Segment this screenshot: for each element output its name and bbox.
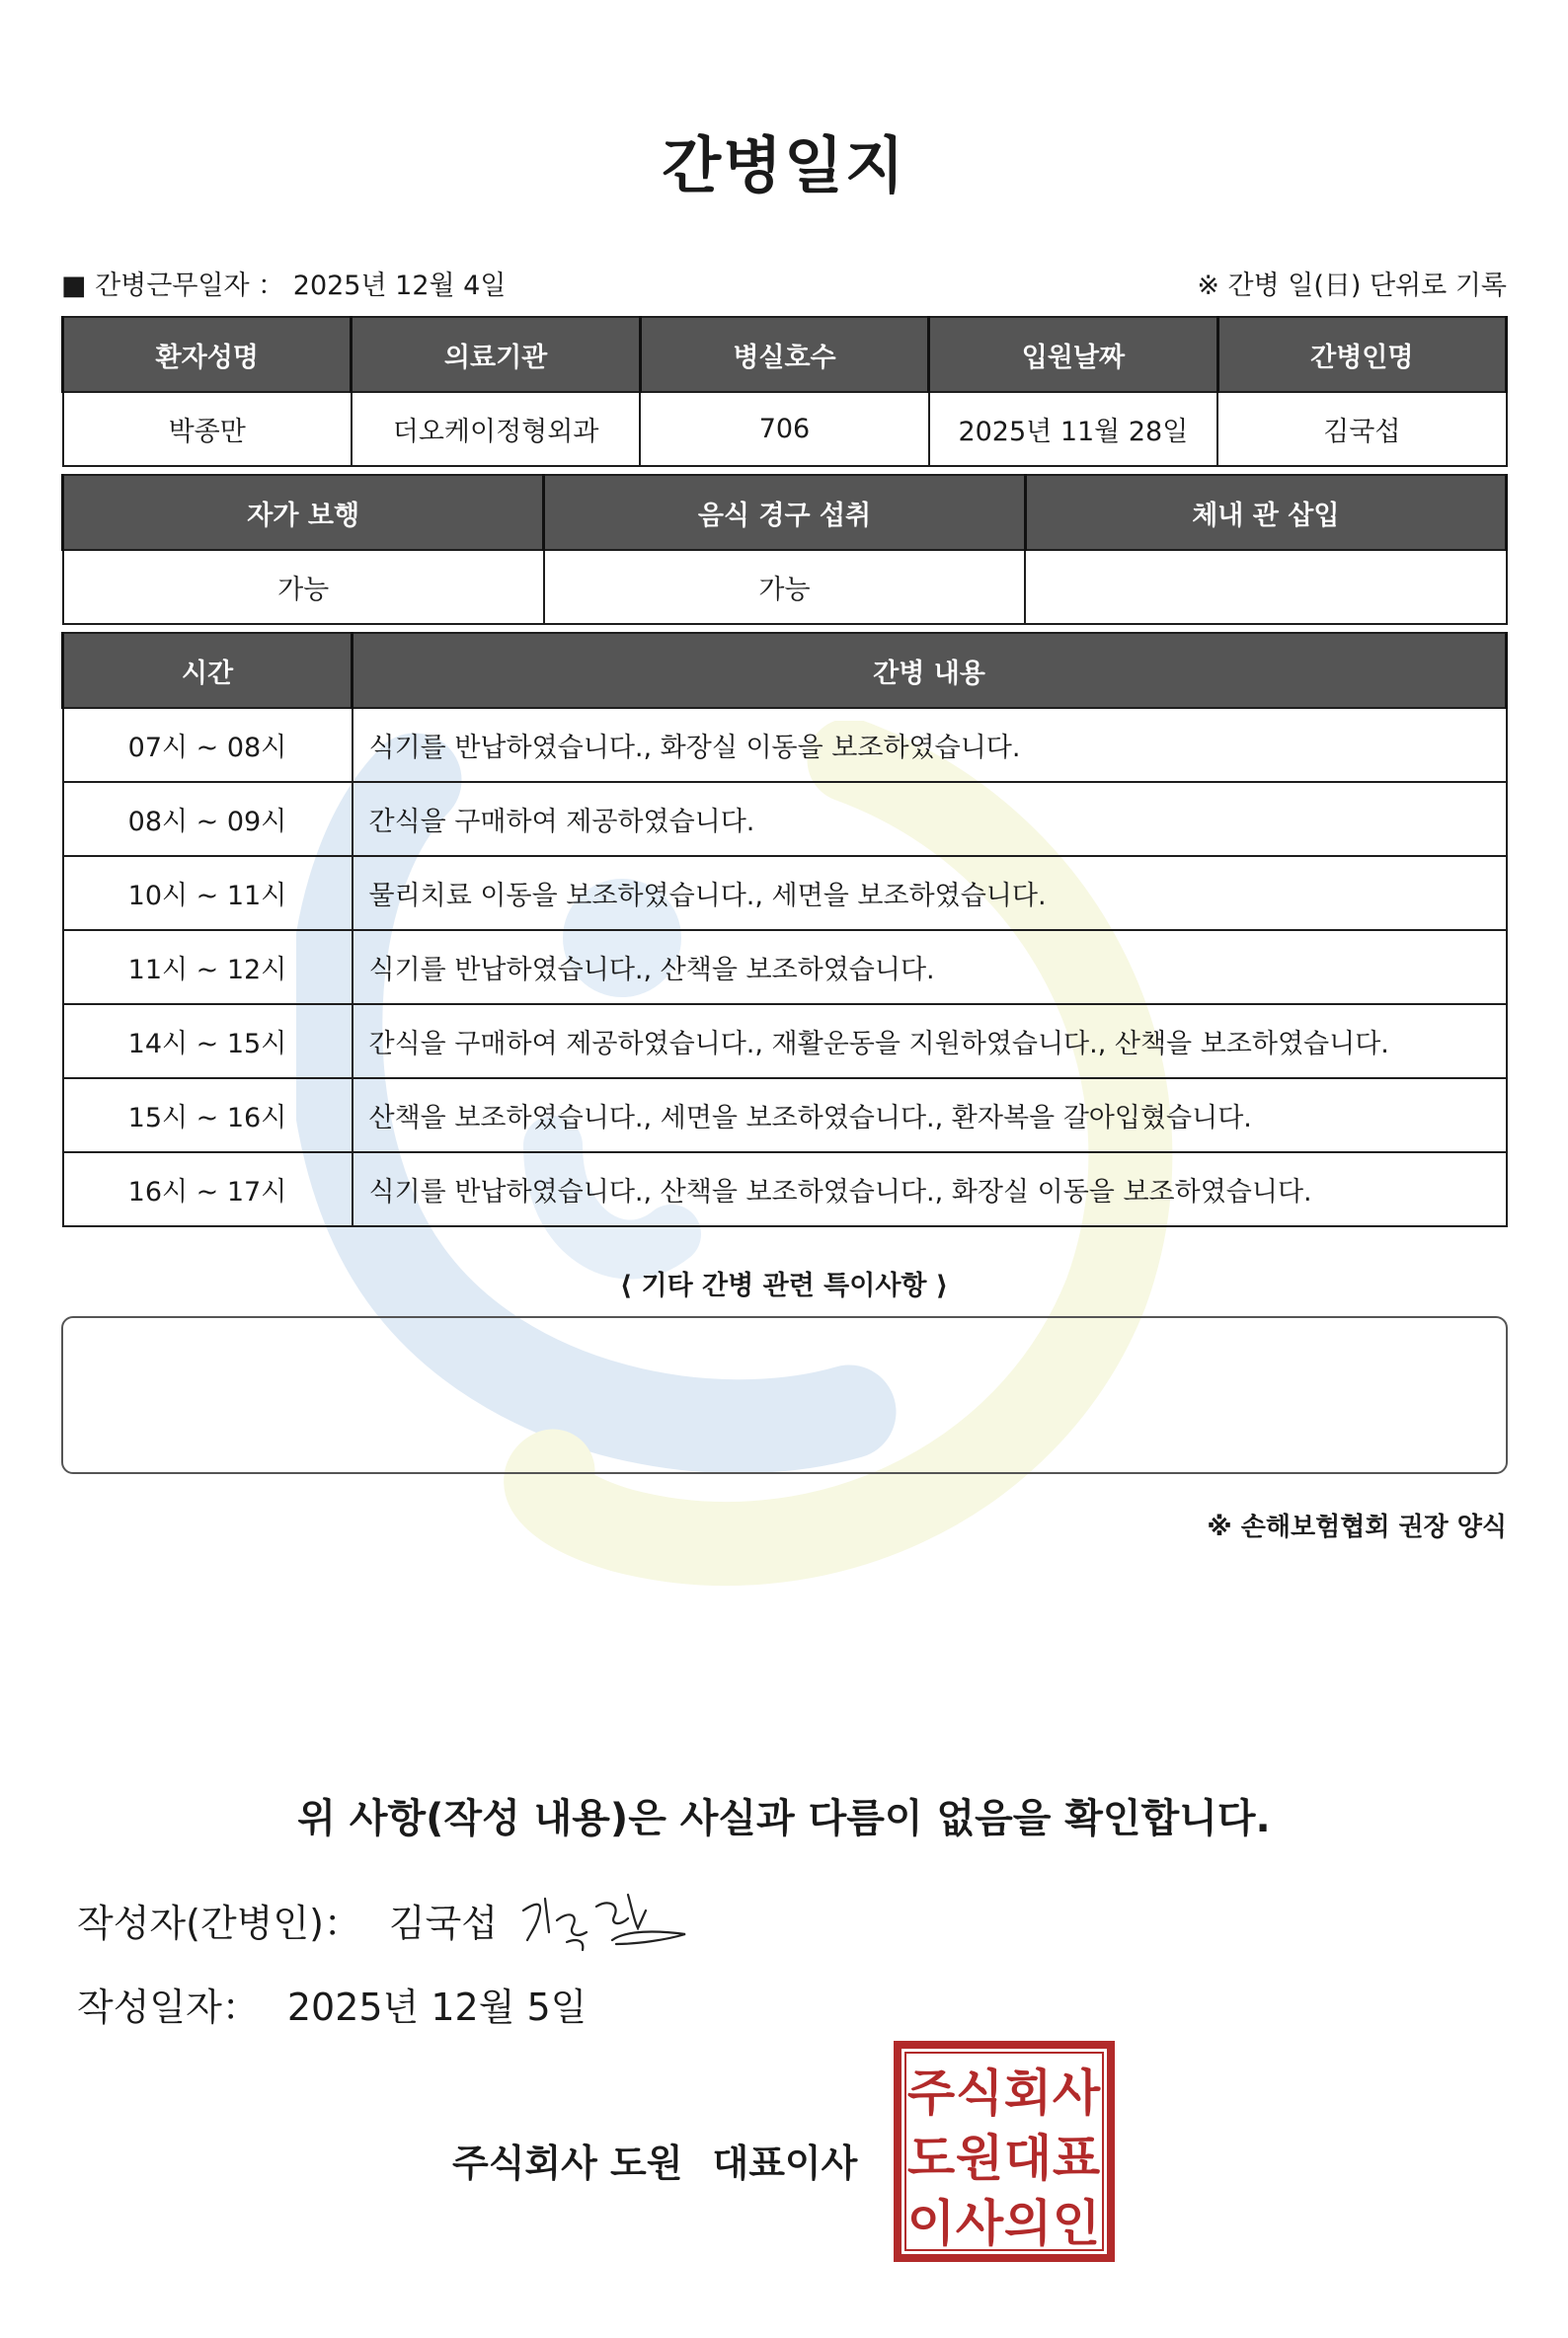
patient-name: 박종만: [63, 392, 352, 466]
log-content: 식기를 반납하였습니다., 화장실 이동을 보조하였습니다.: [353, 708, 1507, 782]
handwritten-signature: [517, 1881, 695, 1960]
header-tube-insertion: 체내 관 삽입: [1025, 475, 1506, 550]
log-time: 08시 ~ 09시: [63, 782, 353, 856]
seal-character: 대: [1003, 2130, 1053, 2187]
header-patient-name: 환자성명: [63, 317, 352, 392]
writer-name: 김국섭: [388, 1902, 499, 1945]
written-date-label: 작성일자：: [77, 1986, 260, 2029]
work-date: [61, 264, 506, 302]
seal-character: 식: [955, 2065, 1004, 2122]
record-unit-note: ※ 간병 일(日) 단위로 기록: [1197, 271, 1507, 301]
work-date-label: ■ 간병근무일자 ：: [61, 271, 285, 301]
table-row: [63, 1004, 1507, 1078]
seal-character: 회: [1003, 2065, 1053, 2122]
hospital-name: 더오케이정형외과: [352, 392, 640, 466]
table-row: [63, 856, 1507, 930]
log-time: 15시 ~ 16시: [63, 1078, 353, 1152]
table-row: [63, 1078, 1507, 1152]
header-time: 시간: [63, 633, 353, 708]
company-seal-stamp: [894, 2041, 1115, 2262]
header-care-content: 간병 내용: [353, 633, 1507, 708]
written-date-line: [77, 1977, 587, 2031]
confirmation-statement: 위 사항(작성 내용)은 사실과 다름이 없음을 확인합니다.: [297, 1796, 1271, 1841]
seal-character: 도: [906, 2130, 956, 2187]
writer-label: 작성자(간병인)：: [77, 1902, 361, 1945]
log-time: 14시 ~ 15시: [63, 1004, 353, 1078]
patient-info-header-row: [63, 317, 1507, 392]
table-row: [63, 782, 1507, 856]
log-content: 간식을 구매하여 제공하였습니다.: [353, 782, 1507, 856]
log-time: 10시 ~ 11시: [63, 856, 353, 930]
remarks-title: ⟨ 기타 간병 관련 특이사항 ⟩: [619, 1271, 949, 1301]
log-time: 16시 ~ 17시: [63, 1152, 353, 1226]
writer-line: [77, 1893, 498, 1947]
written-date-value: 2025년 12월 5일: [286, 1986, 588, 2029]
seal-character: 의: [1003, 2195, 1053, 2252]
care-log-table: [61, 632, 1508, 1227]
oral-intake-value: 가능: [544, 550, 1025, 624]
self-walking-value: 가능: [63, 550, 544, 624]
log-content: 간식을 구매하여 제공하였습니다., 재활운동을 지원하였습니다., 산책을 보조하였습니다.: [353, 1004, 1507, 1078]
header-admission-date: 입원날짜: [929, 317, 1217, 392]
patient-status-table: [61, 474, 1508, 625]
log-content: 식기를 반납하였습니다., 산책을 보조하였습니다., 화장실 이동을 보조하였습니다.: [353, 1152, 1507, 1226]
header-hospital: 의료기관: [352, 317, 640, 392]
header-room: 병실호수: [640, 317, 928, 392]
seal-character: 인: [1052, 2195, 1101, 2252]
company-line: [452, 2133, 857, 2187]
table-row: [63, 708, 1507, 782]
ceo-title: 대표이사: [712, 2142, 858, 2185]
patient-info-value-row: [63, 392, 1507, 466]
seal-character: 사: [1052, 2065, 1101, 2122]
seal-character: 표: [1052, 2130, 1101, 2187]
remarks-box: [61, 1316, 1508, 1474]
work-date-value: 2025년 12월 4일: [292, 271, 507, 301]
company-name: 주식회사 도원: [452, 2142, 683, 2185]
tube-insertion-value: [1025, 550, 1506, 624]
care-log-header-row: [63, 633, 1507, 708]
log-content: 물리치료 이동을 보조하였습니다., 세면을 보조하였습니다.: [353, 856, 1507, 930]
seal-character: 원: [955, 2130, 1004, 2187]
log-content: 식기를 반납하였습니다., 산책을 보조하였습니다.: [353, 930, 1507, 1004]
seal-character: 주: [906, 2065, 956, 2122]
header-self-walking: 자가 보행: [63, 475, 544, 550]
form-source-note: ※ 손해보험협회 권장 양식: [1207, 1513, 1507, 1542]
table-row: [63, 930, 1507, 1004]
patient-info-table: [61, 316, 1508, 467]
caregiver-name: 김국섭: [1217, 392, 1506, 466]
table-row: [63, 1152, 1507, 1226]
room-number: 706: [640, 392, 928, 466]
header-oral-intake: 음식 경구 섭취: [544, 475, 1025, 550]
log-content: 산책을 보조하였습니다., 세면을 보조하였습니다., 환자복을 갈아입혔습니다.: [353, 1078, 1507, 1152]
log-time: 07시 ~ 08시: [63, 708, 353, 782]
seal-character: 사: [955, 2195, 1004, 2252]
header-caregiver: 간병인명: [1217, 317, 1506, 392]
page-title: 간병일지: [662, 129, 906, 201]
log-time: 11시 ~ 12시: [63, 930, 353, 1004]
admission-date: 2025년 11월 28일: [929, 392, 1217, 466]
status-value-row: [63, 550, 1507, 624]
status-header-row: [63, 475, 1507, 550]
seal-character: 이: [906, 2195, 956, 2252]
